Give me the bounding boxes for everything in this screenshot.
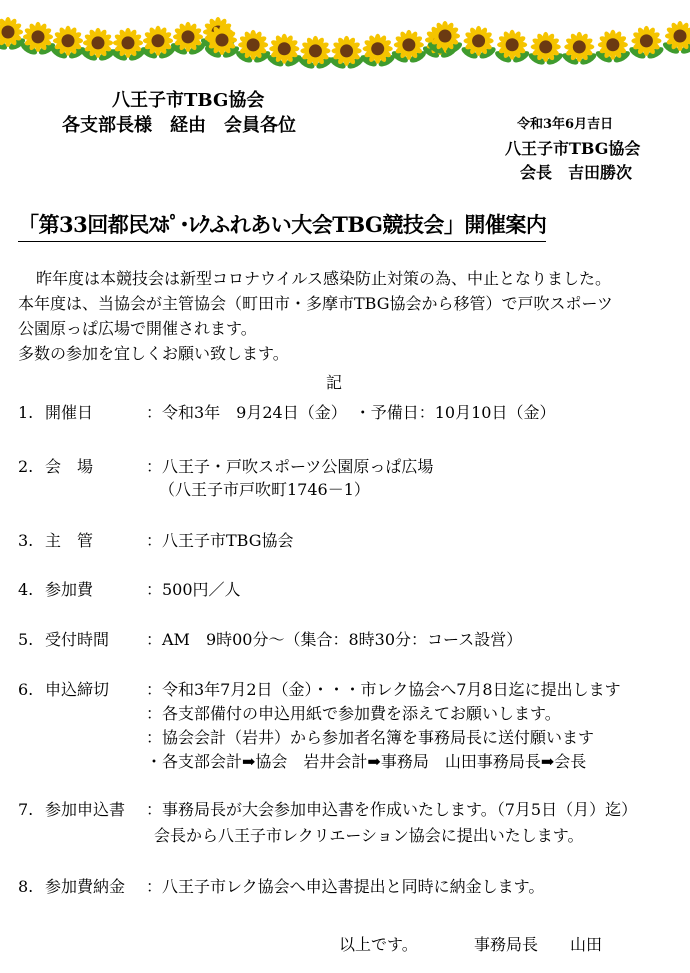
item-label: 参加申込書 [45,800,126,819]
item-label: 参加費納金 [45,877,126,896]
item-value: ：八王子・戸吹スポーツ公園原っぱ広場 [146,457,434,476]
item-label: 参加費 [45,580,94,599]
item-value-cont: ：協会会計（岩井）から参加者名簿を事務局長に送付願います [146,728,595,747]
sunflower-garland [0,0,690,80]
intro-line: 昨年度は本競技会は新型コロナウイルス感染防止対策の為、中止となりました。 [36,269,612,288]
item-label: 申込締切 [45,680,110,699]
item-number: 5. [18,630,34,649]
item-label: 受付時間 [45,630,110,649]
item-value: ：事務局長が大会参加申込書を作成いたします。（7月5日（月）迄） [146,800,638,819]
item-value-cont: ：各支部備付の申込用紙で参加費を添えてお願いします。 [146,704,561,723]
intro-line: 本年度は、当協会が主管協会（町田市・多摩市TBG協会から移管）で戸吹スポーツ [18,294,613,313]
sender-org: 八王子市TBG協会 [505,139,641,158]
header-org: 八王子市TBG協会 [112,90,265,111]
header-recipients: 各支部長様 経由 会員各位 [62,115,296,136]
item-value-cont: ・各支部会計➡協会 岩井会計➡事務局 山田事務局長➡会長 [146,752,587,771]
item-value: ：500円／人 [146,580,241,599]
intro-line: 多数の参加を宜しくお願い致します。 [18,344,289,363]
document-date: 令和3年6月吉日 [517,117,614,132]
item-6 [18,677,621,700]
item-number: 4. [18,580,34,599]
item-value: ：令和3年 9月24日（金） ・予備日：10月10日（金） [146,403,556,422]
item-value: ：八王子市レク協会へ申込書提出と同時に納金します。 [146,877,545,896]
item-number: 3. [18,531,34,550]
item-value-cont: （八王子市戸吹町1746－1） [159,480,370,499]
item-value: ：AM 9時00分～（集合：8時30分：コース設営） [146,630,523,649]
ki-heading: 記 [326,373,343,392]
intro-line: 公園原っぱ広場で開催されます。 [18,319,257,338]
item-value-cont: 会長から八王子市レクリエーション協会に提出いたします。 [154,826,584,845]
item-8 [18,874,544,897]
item-number: 7. [18,800,34,819]
item-number: 6. [18,680,34,699]
item-number: 1. [18,403,34,422]
document-title: 「第33回都民ｽﾎﾟ･ﾚｸふれあい大会TBG競技会」開催案内 [18,209,546,242]
item-1 [18,400,555,423]
item-number: 8. [18,877,34,896]
item-label: 会 場 [45,457,94,476]
item-7 [18,797,637,820]
item-4 [18,577,241,600]
item-label: 開催日 [45,403,94,422]
item-number: 2. [18,457,34,476]
closing-signer: 事務局長 山田 [474,935,603,954]
item-3 [18,528,294,551]
sender-name: 会長 吉田勝次 [520,163,633,182]
closing-text: 以上です。 [339,935,418,954]
item-label: 主 管 [45,531,94,550]
item-5 [18,627,522,650]
item-value: ：八王子市TBG協会 [146,531,294,550]
item-2 [18,454,433,477]
item-value: ：令和3年7月2日（金）・・・市レク協会へ7月8日迄に提出します [146,680,621,699]
